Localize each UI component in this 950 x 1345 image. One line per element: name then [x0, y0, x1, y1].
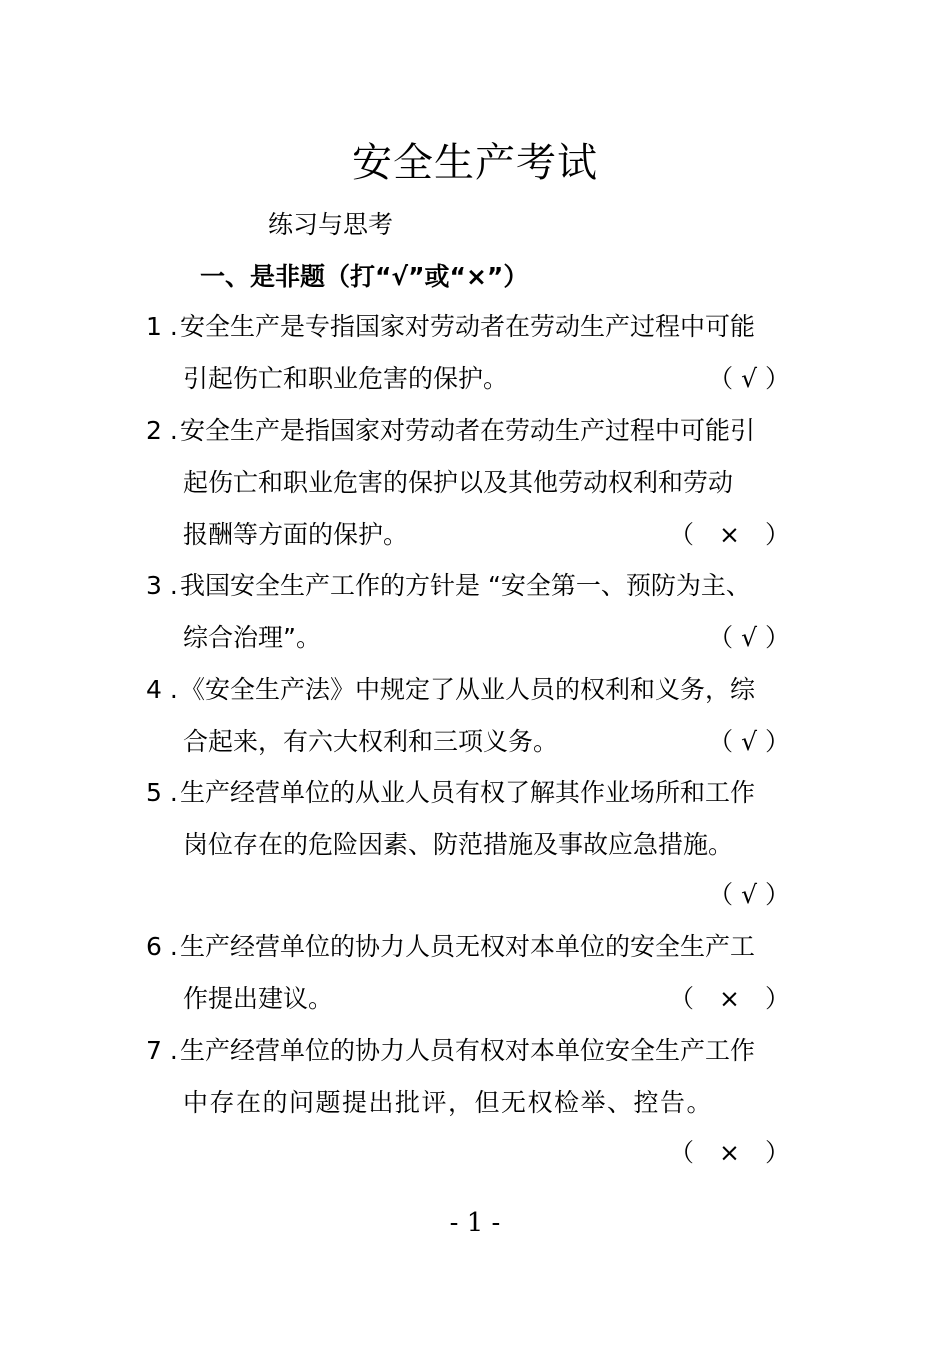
question-text: 起伤亡和职业危害的保护以及其他劳动权利和劳动 — [183, 468, 734, 497]
question-text: 合起来，有六大权利和三项义务。 — [183, 727, 559, 756]
question-text: 报酬等方面的保护。 — [183, 520, 409, 549]
question-text: 生产经营单位的协力人员无权对本单位的安全生产工 — [180, 932, 756, 961]
question-number: 7 . — [146, 1036, 178, 1065]
question-text: 作提出建议。 — [183, 984, 334, 1013]
question-text: 生产经营单位的协力人员有权对本单位安全生产工作 — [180, 1036, 756, 1065]
answer-mark: （ × ） — [669, 520, 790, 549]
question-text: 安全生产是专指国家对劳动者在劳动生产过程中可能 — [180, 312, 756, 341]
question-number: 1 . — [146, 312, 178, 341]
answer-mark: （ √ ） — [708, 623, 790, 652]
page-title: 安全生产考试 — [352, 140, 598, 186]
answer-mark: （ √ ） — [708, 364, 790, 393]
section-heading: 一、是非题（打“√”或“×”） — [200, 262, 529, 291]
answer-mark: （ √ ） — [708, 880, 790, 909]
question-text: 我国安全生产工作的方针是 “安全第一、预防为主、 — [180, 571, 751, 600]
question-text: 中存在的问题提出批评，但无权检举、控告。 — [183, 1088, 714, 1117]
question-number: 6 . — [146, 932, 178, 961]
answer-mark: （ × ） — [669, 1138, 790, 1167]
page-number: - 1 - — [449, 1208, 501, 1238]
question-text: 生产经营单位的从业人员有权了解其作业场所和工作 — [180, 778, 756, 807]
answer-mark: （ √ ） — [708, 727, 790, 756]
subtitle: 练习与思考 — [268, 210, 394, 239]
question-number: 3 . — [146, 571, 178, 600]
question-text: 引起伤亡和职业危害的保护。 — [183, 364, 509, 393]
question-text: 综合治理”。 — [183, 623, 321, 652]
question-text: 《安全生产法》中规定了从业人员的权利和义务，综 — [180, 675, 756, 704]
question-number: 5 . — [146, 778, 178, 807]
question-text: 安全生产是指国家对劳动者在劳动生产过程中可能引 — [180, 416, 756, 445]
question-number: 2 . — [146, 416, 178, 445]
question-text: 岗位存在的危险因素、防范措施及事故应急措施。 — [183, 830, 734, 859]
answer-mark: （ × ） — [669, 984, 790, 1013]
question-number: 4 . — [146, 675, 178, 704]
